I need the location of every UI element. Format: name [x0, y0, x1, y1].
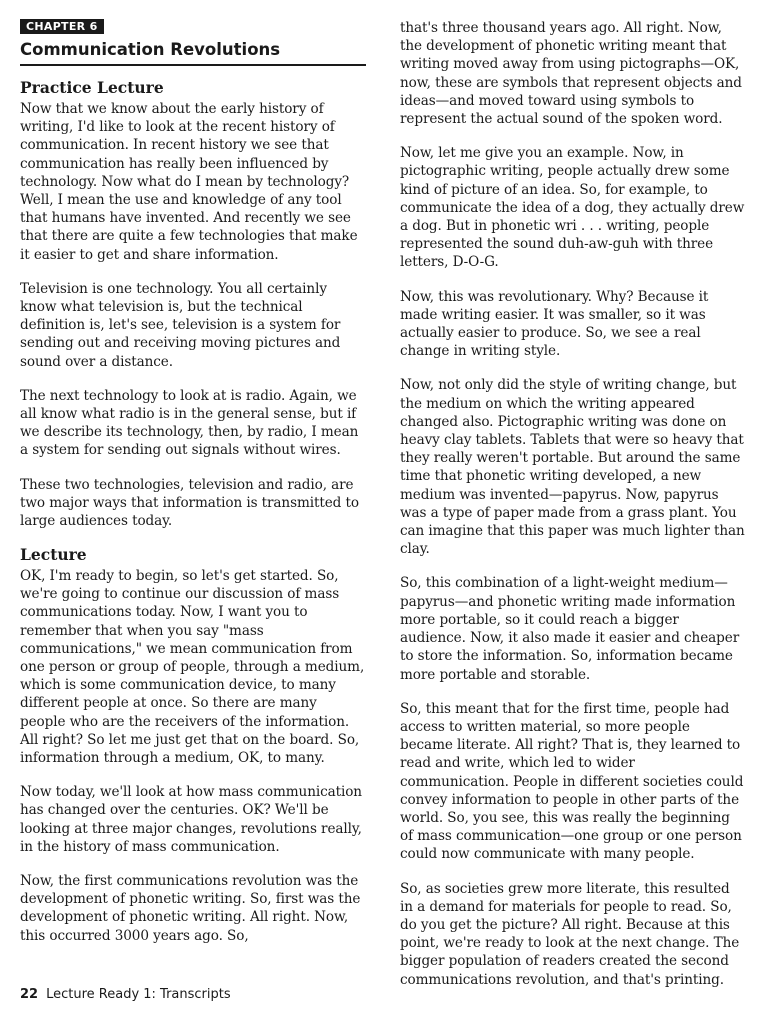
- lecture-paragraph: Now, let me give you an example. Now, in pictographic writing, people actually drew some kind of picture of an idea. So, for example, to communicate the idea of a dog, they actually drew a dog. But in phonetic wri . . . writing, people represented the sound duh-aw-guh with three letters, D-O-G.: [400, 145, 745, 271]
- lecture-paragraph: that's three thousand years ago. All right. Now, the development of phonetic writing meant that writing moved away from using pictographs—OK, now, these are symbols that represent objects and ideas—and moved toward using symbols to represent the actual sound of the spoken word.: [400, 20, 742, 128]
- lecture-paragraph: Now, this was revolutionary. Why? Because it made writing easier. It was smaller, so it was actually easier to produce. So, we see a real change in writing style.: [400, 288, 709, 360]
- lecture-paragraph: So, this meant that for the first time, people had access to written material, so more people became literate. All right? That is, they learned to read and write, which led to wider communication. People in different societies could convey information to people in other parts of the world. So, you see, this was really the beginning of mass communication—one group or one person could now communicate with many people.: [400, 700, 744, 863]
- practice-paragraph: These two technologies, television and radio, are two major ways that information is transmitted to large audiences today.: [20, 476, 359, 530]
- lecture-paragraph: So, as societies grew more literate, this resulted in a demand for materials for people to read. So, do you get the picture? All right. Because at this point, we're ready to look at the next change. The bigger population of readers created the second communications revolution, and that's printing.: [400, 880, 740, 988]
- practice-paragraph: Now that we know about the early history of writing, I'd like to look at the recent history of communication. In recent history we see that communication has really been influenced by technology. Now what do I mean by technology? Well, I mean the use and knowledge of any tool that humans have invented. And recently we see that there are quite a few technologies that make it easier to get and share information.: [20, 101, 358, 263]
- lecture-paragraph: OK, I'm ready to begin, so let's get started. So, we're going to continue our discussion of mass communications today. Now, I want you to remember that when you say "mass communications," we mean communication from one person or group of people, through a medium, which is some communication device, to many different people at once. So there are many people who are the receivers of the information. All right? So let me just get that on the board. So, information through a medium, OK, to many.: [20, 568, 365, 767]
- page-number: 22: [20, 987, 39, 1002]
- lecture-paragraph: Now, not only did the style of writing change, but the medium on which the writing appeared changed also. Pictographic writing was done on heavy clay tablets. Tablets that were so heavy that they really weren't portable. But around the same time that phonetic writing developed, a new medium was invented—papyrus. Now, papyrus was a type of paper made from a grass plant. You can imagine that this paper was much lighter than clay.: [400, 377, 745, 558]
- lecture-heading: Lecture: [20, 545, 87, 564]
- lecture-paragraph: Now, the first communications revolution was the development of phonetic writing. So, first was the development of phonetic writing. All right. Now, this occurred 3000 years ago. So,: [20, 873, 361, 944]
- page-footer: [20, 986, 231, 1004]
- chapter-label: CHAPTER 6: [20, 19, 104, 34]
- practice-paragraph: The next technology to look at is radio. Again, we all know what radio is in the general sense, but if we describe its technology, then, by radio, I mean a system for sending out signals without wires.: [20, 387, 359, 459]
- book-title: Lecture Ready 1: Transcripts: [46, 987, 231, 1002]
- practice-lecture-heading: Practice Lecture: [20, 78, 164, 97]
- practice-lecture-section: [20, 78, 366, 546]
- lecture-section: [20, 545, 366, 961]
- practice-paragraph: Television is one technology. You all certainly know what television is, but the technical definition is, let's see, television is a system for sending out and receiving moving pictures and sound over a distance.: [20, 280, 341, 370]
- lecture-paragraph: So, this combination of a light-weight medium—papyrus—and phonetic writing made information more portable, so it could reach a bigger audience. Now, it also made it easier and cheaper to store the information. So, information became more portable and storable.: [400, 575, 740, 683]
- lecture-paragraph: Now today, we'll look at how mass communication has changed over the centuries. OK? We'll be looking at three major changes, revolutions really, in the history of mass communication.: [20, 784, 362, 855]
- chapter-title: Communication Revolutions: [20, 40, 281, 59]
- lecture-continued-column: [400, 19, 745, 1005]
- title-divider: [20, 64, 366, 66]
